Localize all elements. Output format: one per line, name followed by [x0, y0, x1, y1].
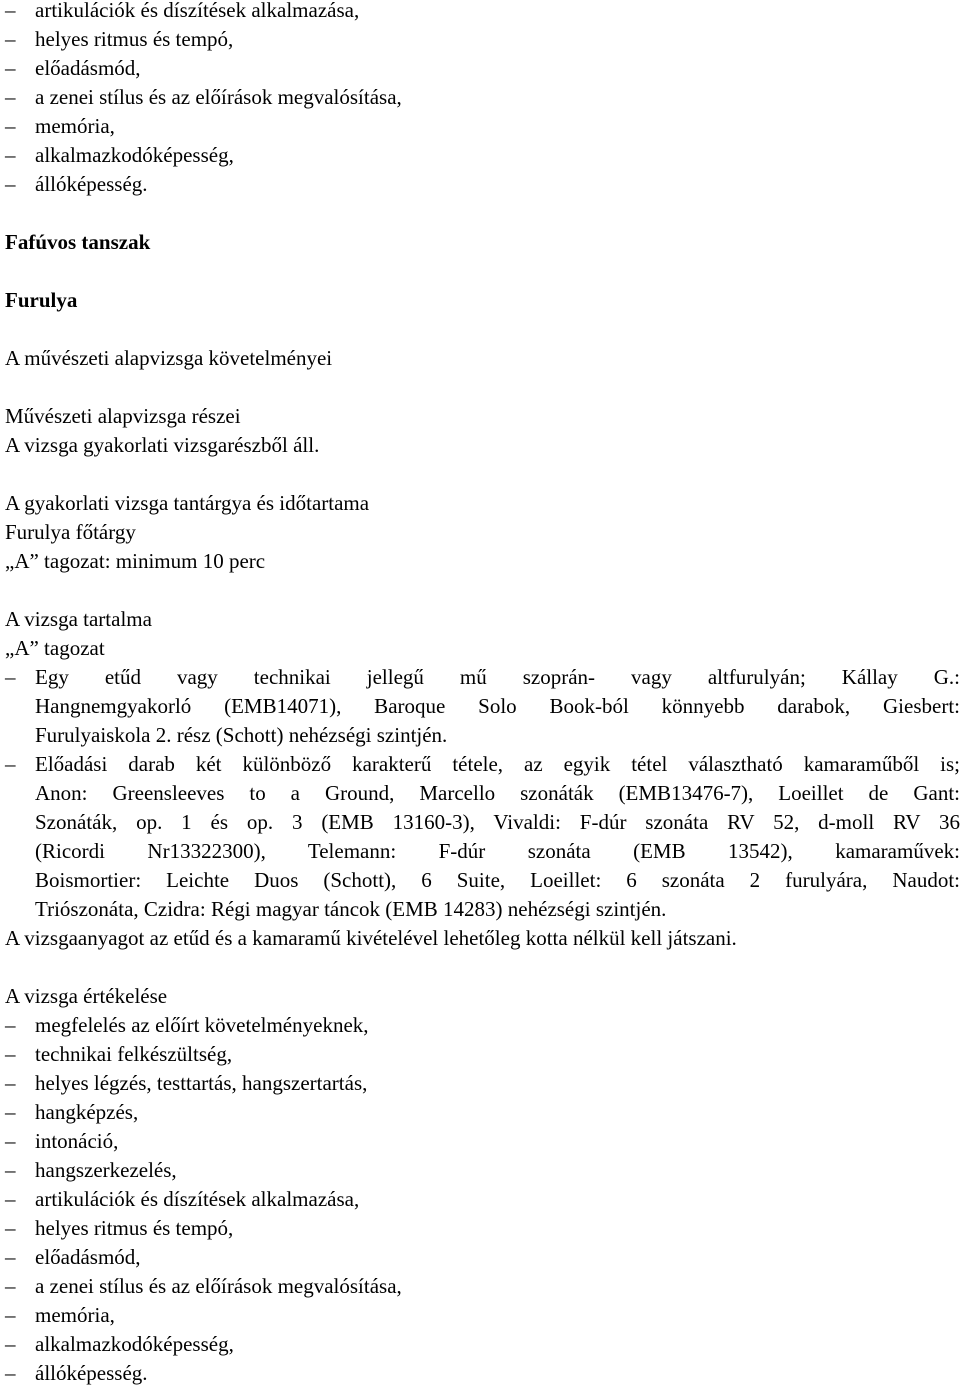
content-item-text: Előadási darab két különböző karakterű tétele, az egyik tétel választható kamaraműből is; Anon: Greensleeves to a Ground, Marcello szonáták (EMB13476-7), Loeillet de Gant: Szonáták, op. 1 és op. 3 (EMB 13160-3), Vivaldi: F-dúr szonáta RV 52, d-moll RV 36 (Ricordi Nr13322300), Telemann: F-dúr szonáta (EMB 13542), kamaraművek: Boismortier: Leichte Duos (Schott), 6 Suite, Loeillet: 6 szonáta 2 furulyára, Naudot: Triószonáta, Czidra: Régi magyar táncok (EMB 14283) nehézségi szintjén.	[35, 752, 960, 921]
dash-bullet: –	[5, 1129, 16, 1153]
dash-bullet: –	[5, 1274, 16, 1298]
list-item: – helyes légzés, testtartás, hangszertartás,	[5, 1069, 960, 1098]
top-criteria-list	[5, 0, 960, 199]
list-item: – artikulációk és díszítések alkalmazása,	[5, 0, 960, 25]
instrument-heading: Furulya	[5, 288, 78, 312]
content-item-performance	[5, 750, 960, 924]
dash-bullet: –	[5, 1361, 16, 1385]
parts-text: A vizsga gyakorlati vizsgarészből áll.	[5, 433, 320, 457]
dash-bullet: –	[5, 1245, 16, 1269]
dash-bullet: –	[5, 1013, 16, 1037]
list-item: – állóképesség.	[5, 170, 960, 199]
dash-bullet: –	[5, 1332, 16, 1356]
dash-bullet: –	[5, 0, 16, 22]
list-item: – memória,	[5, 1301, 960, 1330]
list-item: – a zenei stílus és az előírások megvalósítása,	[5, 83, 960, 112]
list-item: – helyes ritmus és tempó,	[5, 25, 960, 54]
evaluation-title: A vizsga értékelése	[5, 984, 168, 1008]
dash-bullet: –	[5, 1100, 16, 1124]
list-item: – a zenei stílus és az előírások megvalósítása,	[5, 1272, 960, 1301]
list-item: – hangszerkezelés,	[5, 1156, 960, 1185]
content-title: A vizsga tartalma	[5, 607, 152, 631]
list-item: – alkalmazkodóképesség,	[5, 1330, 960, 1359]
list-item: – intonáció,	[5, 1127, 960, 1156]
list-item: – artikulációk és díszítések alkalmazása,	[5, 1185, 960, 1214]
dash-bullet: –	[5, 56, 16, 80]
dash-bullet: –	[5, 665, 16, 689]
dash-bullet: –	[5, 1187, 16, 1211]
practical-subject: Furulya főtárgy	[5, 520, 136, 544]
dash-bullet: –	[5, 85, 16, 109]
list-item: – alkalmazkodóképesség,	[5, 141, 960, 170]
dash-bullet: –	[5, 752, 16, 776]
content-note: A vizsgaanyagot az etűd és a kamaramű kivételével lehetőleg kotta nélkül kell játszani.	[5, 926, 737, 950]
practical-title: A gyakorlati vizsga tantárgya és időtartama	[5, 491, 370, 515]
content-item-text: Egy etűd vagy technikai jellegű mű szoprán- vagy altfurulyán; Kállay G.: Hangnemgyakorló (EMB14071), Baroque Solo Book-ból könnyebb darabok, Giesbert: Furulyaiskola 2. rész (Schott) nehézségi szintjén.	[35, 665, 960, 747]
list-item: – technikai felkészültség,	[5, 1040, 960, 1069]
department-heading: Fafúvos tanszak	[5, 230, 151, 254]
dash-bullet: –	[5, 1042, 16, 1066]
document-page	[5, 0, 960, 1388]
dash-bullet: –	[5, 1303, 16, 1327]
content-item-etude	[5, 663, 960, 750]
list-item: – memória,	[5, 112, 960, 141]
practical-duration: „A” tagozat: minimum 10 perc	[5, 549, 266, 573]
requirements-heading: A művészeti alapvizsga követelményei	[5, 346, 333, 370]
list-item: – előadásmód,	[5, 54, 960, 83]
list-item: – állóképesség.	[5, 1359, 960, 1388]
parts-title: Művészeti alapvizsga részei	[5, 404, 241, 428]
list-item: – helyes ritmus és tempó,	[5, 1214, 960, 1243]
content-section: „A” tagozat	[5, 636, 105, 660]
dash-bullet: –	[5, 143, 16, 167]
list-item: – hangképzés,	[5, 1098, 960, 1127]
dash-bullet: –	[5, 1158, 16, 1182]
list-item: – előadásmód,	[5, 1243, 960, 1272]
dash-bullet: –	[5, 1216, 16, 1240]
dash-bullet: –	[5, 27, 16, 51]
dash-bullet: –	[5, 114, 16, 138]
dash-bullet: –	[5, 172, 16, 196]
list-item: – megfelelés az előírt követelményeknek,	[5, 1011, 960, 1040]
dash-bullet: –	[5, 1071, 16, 1095]
evaluation-criteria-list	[5, 1011, 960, 1388]
